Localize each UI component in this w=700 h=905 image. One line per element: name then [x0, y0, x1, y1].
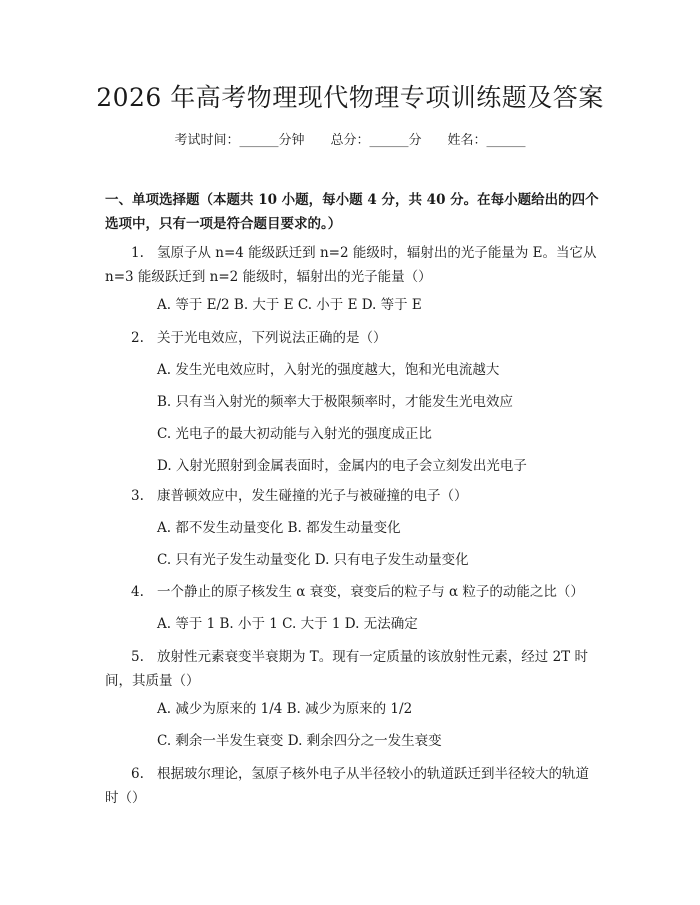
exam-meta [0, 130, 700, 152]
question-stem: 康普顿效应中，发生碰撞的光子与被碰撞的电子（） [157, 488, 468, 504]
question-number: 2. [131, 330, 144, 346]
question-2-option-b: B. 只有当入射光的频率大于极限频率时，才能发生光电效应 [157, 394, 514, 410]
question-stem: 根据玻尔理论，氢原子核外电子从半径较小的轨道跃迁到半径较大的轨道 [157, 766, 589, 782]
question-5-options-ab: A. 减少为原来的 1/4 B. 减少为原来的 1/2 [157, 701, 413, 717]
question-number: 3. [131, 488, 144, 504]
question-2-option-c: C. 光电子的最大初动能与入射光的强度成正比 [157, 426, 432, 442]
total-score-field: 总分：______分 [330, 133, 422, 148]
question-1-options: A. 等于 E/2 B. 大于 E C. 小于 E D. 等于 E [157, 297, 422, 313]
question-stem: 关于光电效应，下列说法正确的是（） [157, 330, 387, 346]
question-6 [105, 762, 600, 810]
section-heading [105, 188, 600, 236]
question-5 [105, 645, 600, 693]
question-stem: 间，其质量（） [105, 673, 200, 689]
question-5-options-cd: C. 剩余一半发生衰变 D. 剩余四分之一发生衰变 [157, 733, 442, 749]
question-stem: 放射性元素衰变半衰期为 T。现有一定质量的该放射性元素，经过 2T 时 [157, 649, 588, 665]
question-2-option-a: A. 发生光电效应时，入射光的强度越大，饱和光电流越大 [157, 362, 500, 378]
page-title: 2026 年高考物理现代物理专项训练题及答案 [96, 83, 604, 112]
question-stem: n=3 能级跃迁到 n=2 能级时，辐射出的光子能量（） [105, 269, 432, 285]
question-number: 6. [131, 766, 144, 782]
question-2-option-d: D. 入射光照射到金属表面时，金属内的电子会立刻发出光电子 [157, 458, 527, 474]
section-heading-line: 选项中，只有一项是符合题目要求的。） [105, 216, 342, 232]
question-4-options: A. 等于 1 B. 小于 1 C. 大于 1 D. 无法确定 [157, 616, 418, 632]
question-3-options-ab: A. 都不发生动量变化 B. 都发生动量变化 [157, 520, 401, 536]
question-2 [105, 326, 600, 350]
question-stem: 一个静止的原子核发生 α 衰变，衰变后的粒子与 α 粒子的动能之比（） [157, 584, 584, 600]
student-name-field: 姓名：______ [447, 133, 526, 148]
question-3-options-cd: C. 只有光子发生动量变化 D. 只有电子发生动量变化 [157, 552, 469, 568]
question-3 [105, 484, 600, 508]
exam-time-field: 考试时间：______分钟 [174, 133, 305, 148]
question-stem: 时（） [105, 790, 146, 806]
question-4 [105, 580, 600, 604]
question-number: 5. [131, 649, 144, 665]
question-1 [105, 241, 600, 289]
section-heading-line: 一、单项选择题（本题共 10 小题，每小题 4 分，共 40 分。在每小题给出的四个 [105, 192, 599, 208]
question-stem: 氢原子从 n=4 能级跃迁到 n=2 能级时，辐射出的光子能量为 E。当它从 [157, 245, 597, 261]
question-number: 4. [131, 584, 144, 600]
question-number: 1. [131, 245, 144, 261]
